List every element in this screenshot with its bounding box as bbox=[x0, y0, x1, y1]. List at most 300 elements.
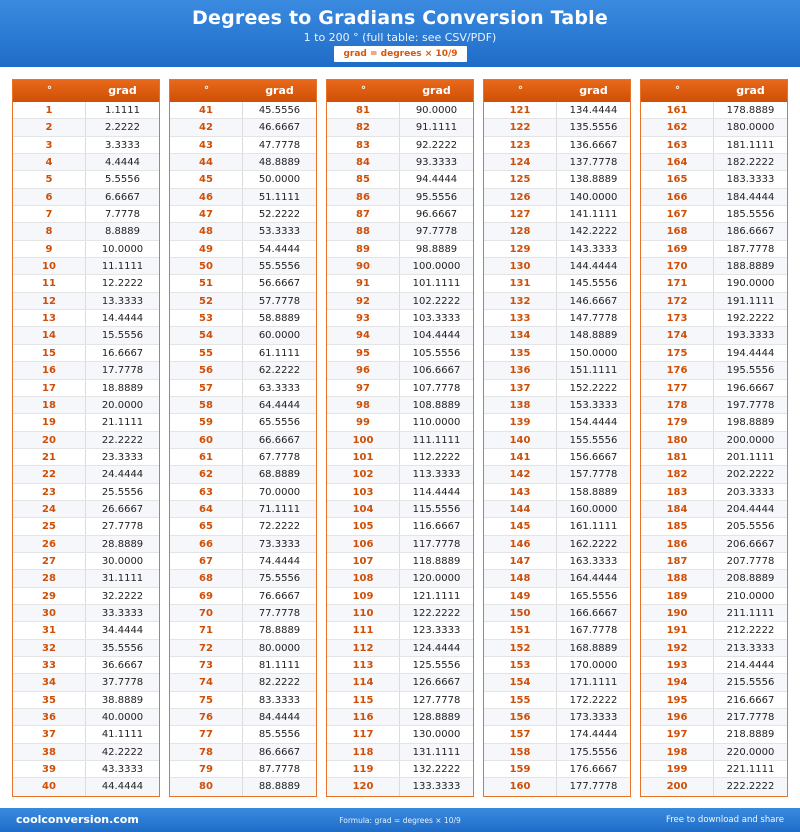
degree-cell: 23 bbox=[13, 484, 86, 500]
table-row bbox=[484, 119, 630, 136]
degree-cell: 111 bbox=[327, 622, 400, 638]
table-row bbox=[484, 726, 630, 743]
grad-cell: 140.0000 bbox=[569, 191, 618, 203]
grad-column-header: grad bbox=[265, 84, 294, 97]
degree-cell: 11 bbox=[13, 275, 86, 291]
table-row bbox=[327, 310, 473, 327]
degree-cell: 124 bbox=[484, 154, 557, 170]
grad-cell: 187.7778 bbox=[726, 243, 775, 255]
degree-column-header: ° bbox=[47, 85, 52, 96]
grad-cell: 26.6667 bbox=[101, 503, 144, 515]
degree-cell: 72 bbox=[170, 640, 243, 656]
table-row bbox=[13, 380, 159, 397]
grad-cell: 22.2222 bbox=[101, 434, 144, 446]
degree-cell: 170 bbox=[641, 258, 714, 274]
grad-cell: 195.5556 bbox=[726, 365, 775, 377]
degree-cell: 29 bbox=[13, 588, 86, 604]
table-row bbox=[484, 380, 630, 397]
table-row bbox=[170, 484, 316, 501]
grad-cell: 186.6667 bbox=[726, 226, 775, 238]
degree-cell: 113 bbox=[327, 657, 400, 673]
table-row bbox=[484, 466, 630, 483]
table-row bbox=[13, 570, 159, 587]
table-row bbox=[484, 553, 630, 570]
table-row bbox=[13, 189, 159, 206]
table-row bbox=[641, 293, 787, 310]
grad-cell: 45.5556 bbox=[258, 105, 301, 116]
table-body bbox=[641, 102, 787, 796]
grad-cell: 205.5556 bbox=[726, 521, 775, 533]
grad-cell: 176.6667 bbox=[569, 764, 618, 776]
table-row bbox=[484, 761, 630, 778]
degree-cell: 68 bbox=[170, 570, 243, 586]
table-row bbox=[327, 709, 473, 726]
table-row bbox=[13, 657, 159, 674]
grad-cell: 201.1111 bbox=[726, 451, 775, 463]
degree-cell: 173 bbox=[641, 310, 714, 326]
degree-cell: 39 bbox=[13, 761, 86, 777]
grad-cell: 27.7778 bbox=[101, 521, 144, 533]
grad-cell: 114.4444 bbox=[412, 486, 461, 498]
table-body bbox=[484, 102, 630, 796]
grad-cell: 103.3333 bbox=[412, 313, 461, 325]
degree-cell: 59 bbox=[170, 414, 243, 430]
formula-badge: grad = degrees × 10/9 bbox=[334, 46, 467, 62]
table-row bbox=[327, 726, 473, 743]
degree-cell: 85 bbox=[327, 171, 400, 187]
degree-cell: 67 bbox=[170, 553, 243, 569]
degree-cell: 166 bbox=[641, 189, 714, 205]
degree-cell: 8 bbox=[13, 223, 86, 239]
table-row bbox=[327, 640, 473, 657]
grad-cell: 212.2222 bbox=[726, 625, 775, 637]
table-row bbox=[484, 293, 630, 310]
degree-cell: 195 bbox=[641, 692, 714, 708]
degree-cell: 131 bbox=[484, 275, 557, 291]
degree-cell: 132 bbox=[484, 293, 557, 309]
grad-cell: 57.7778 bbox=[258, 295, 301, 307]
table-row bbox=[641, 345, 787, 362]
table-row bbox=[641, 258, 787, 275]
table-row bbox=[170, 518, 316, 535]
grad-cell: 92.2222 bbox=[415, 139, 458, 151]
degree-cell: 153 bbox=[484, 657, 557, 673]
degree-cell: 51 bbox=[170, 275, 243, 291]
degree-cell: 115 bbox=[327, 692, 400, 708]
degree-cell: 98 bbox=[327, 397, 400, 413]
table-row bbox=[170, 726, 316, 743]
grad-cell: 126.6667 bbox=[412, 677, 461, 689]
grad-cell: 4.4444 bbox=[105, 157, 140, 169]
table-row bbox=[170, 397, 316, 414]
grad-cell: 145.5556 bbox=[569, 278, 618, 290]
grad-cell: 64.4444 bbox=[258, 399, 301, 411]
degree-cell: 143 bbox=[484, 484, 557, 500]
table-row bbox=[641, 327, 787, 344]
grad-cell: 15.5556 bbox=[101, 330, 144, 342]
grad-cell: 50.0000 bbox=[258, 174, 301, 186]
table-row bbox=[484, 709, 630, 726]
table-row bbox=[13, 223, 159, 240]
degree-cell: 16 bbox=[13, 362, 86, 378]
table-row bbox=[13, 536, 159, 553]
grad-cell: 60.0000 bbox=[258, 330, 301, 342]
grad-cell: 166.6667 bbox=[569, 607, 618, 619]
grad-cell: 36.6667 bbox=[101, 660, 144, 671]
table-row bbox=[13, 501, 159, 518]
table-row bbox=[327, 466, 473, 483]
grad-cell: 117.7778 bbox=[412, 538, 461, 550]
degree-cell: 13 bbox=[13, 310, 86, 326]
table-row bbox=[327, 258, 473, 275]
grad-cell: 198.8889 bbox=[726, 417, 775, 429]
table-row bbox=[170, 605, 316, 622]
degree-cell: 96 bbox=[327, 362, 400, 378]
table-row bbox=[170, 744, 316, 761]
grad-cell: 13.3333 bbox=[101, 295, 144, 307]
table-row bbox=[13, 605, 159, 622]
degree-cell: 142 bbox=[484, 466, 557, 482]
degree-cell: 148 bbox=[484, 570, 557, 586]
grad-cell: 61.1111 bbox=[258, 347, 301, 359]
degree-column-header: ° bbox=[675, 85, 680, 96]
table-row bbox=[13, 622, 159, 639]
table-row bbox=[484, 588, 630, 605]
grad-cell: 143.3333 bbox=[569, 243, 618, 255]
table-row bbox=[327, 536, 473, 553]
table-row bbox=[327, 137, 473, 154]
grad-cell: 163.3333 bbox=[569, 555, 618, 567]
table-row bbox=[170, 310, 316, 327]
grad-cell: 197.7778 bbox=[726, 399, 775, 411]
degree-cell: 193 bbox=[641, 657, 714, 673]
table-row bbox=[13, 275, 159, 292]
grad-cell: 54.4444 bbox=[258, 243, 301, 255]
grad-cell: 73.3333 bbox=[258, 538, 301, 550]
degree-cell: 129 bbox=[484, 241, 557, 257]
grad-cell: 62.2222 bbox=[258, 365, 301, 377]
grad-cell: 178.8889 bbox=[726, 105, 775, 116]
grad-cell: 190.0000 bbox=[726, 278, 775, 290]
table-body bbox=[170, 102, 316, 796]
table-row bbox=[641, 380, 787, 397]
grad-cell: 107.7778 bbox=[412, 382, 461, 394]
degree-cell: 186 bbox=[641, 536, 714, 552]
degree-cell: 97 bbox=[327, 380, 400, 396]
grad-cell: 35.5556 bbox=[101, 642, 144, 654]
grad-cell: 222.2222 bbox=[726, 781, 775, 793]
degree-cell: 116 bbox=[327, 709, 400, 725]
table-row bbox=[13, 466, 159, 483]
degree-cell: 43 bbox=[170, 137, 243, 153]
degree-cell: 110 bbox=[327, 605, 400, 621]
grad-cell: 93.3333 bbox=[415, 157, 458, 169]
grad-cell: 86.6667 bbox=[258, 746, 301, 758]
table-row bbox=[13, 674, 159, 691]
degree-cell: 12 bbox=[13, 293, 86, 309]
degree-cell: 40 bbox=[13, 778, 86, 795]
grad-cell: 173.3333 bbox=[569, 712, 618, 724]
grad-cell: 115.5556 bbox=[412, 503, 461, 515]
degree-cell: 118 bbox=[327, 744, 400, 760]
grad-cell: 130.0000 bbox=[412, 729, 461, 741]
table-row bbox=[170, 119, 316, 136]
table-row bbox=[13, 778, 159, 795]
grad-cell: 85.5556 bbox=[258, 729, 301, 741]
grad-cell: 147.7778 bbox=[569, 313, 618, 325]
table-row bbox=[13, 588, 159, 605]
grad-cell: 141.1111 bbox=[569, 209, 618, 221]
grad-cell: 46.6667 bbox=[258, 122, 301, 134]
grad-cell: 165.5556 bbox=[569, 590, 618, 602]
grad-cell: 146.6667 bbox=[569, 295, 618, 307]
degree-cell: 41 bbox=[170, 102, 243, 118]
grad-cell: 113.3333 bbox=[412, 469, 461, 481]
grad-cell: 193.3333 bbox=[726, 330, 775, 342]
table-row bbox=[641, 275, 787, 292]
degree-cell: 69 bbox=[170, 588, 243, 604]
degree-cell: 1 bbox=[13, 102, 86, 118]
degree-cell: 114 bbox=[327, 674, 400, 690]
table-header bbox=[13, 80, 159, 102]
grad-cell: 215.5556 bbox=[726, 677, 775, 689]
table-row bbox=[170, 414, 316, 431]
table-row bbox=[13, 206, 159, 223]
table-row bbox=[170, 258, 316, 275]
grad-cell: 52.2222 bbox=[258, 209, 301, 221]
table-header bbox=[327, 80, 473, 102]
grad-cell: 94.4444 bbox=[415, 174, 458, 186]
degree-cell: 24 bbox=[13, 501, 86, 517]
table-row bbox=[484, 657, 630, 674]
grad-cell: 156.6667 bbox=[569, 451, 618, 463]
footer-formula: Formula: grad = degrees × 10/9 bbox=[339, 816, 461, 825]
table-row bbox=[327, 518, 473, 535]
table-row bbox=[327, 501, 473, 518]
table-row bbox=[641, 102, 787, 119]
grad-cell: 148.8889 bbox=[569, 330, 618, 342]
degree-cell: 74 bbox=[170, 674, 243, 690]
table-row bbox=[641, 726, 787, 743]
grad-cell: 177.7778 bbox=[569, 781, 618, 793]
degree-cell: 144 bbox=[484, 501, 557, 517]
degree-cell: 4 bbox=[13, 154, 86, 170]
degree-cell: 42 bbox=[170, 119, 243, 135]
table-row bbox=[484, 744, 630, 761]
grad-cell: 97.7778 bbox=[415, 226, 458, 238]
grad-cell: 110.0000 bbox=[412, 417, 461, 429]
table-row bbox=[484, 206, 630, 223]
grad-cell: 185.5556 bbox=[726, 209, 775, 221]
degree-cell: 14 bbox=[13, 327, 86, 343]
degree-cell: 5 bbox=[13, 171, 86, 187]
table-row bbox=[170, 449, 316, 466]
degree-cell: 62 bbox=[170, 466, 243, 482]
grad-cell: 180.0000 bbox=[726, 122, 775, 134]
grad-cell: 188.8889 bbox=[726, 261, 775, 273]
table-row bbox=[484, 518, 630, 535]
degree-cell: 65 bbox=[170, 518, 243, 534]
table-row bbox=[13, 414, 159, 431]
degree-cell: 33 bbox=[13, 657, 86, 673]
degree-cell: 139 bbox=[484, 414, 557, 430]
grad-cell: 80.0000 bbox=[258, 642, 301, 654]
table-row bbox=[13, 137, 159, 154]
table-row bbox=[13, 692, 159, 709]
degree-cell: 156 bbox=[484, 709, 557, 725]
degree-cell: 180 bbox=[641, 432, 714, 448]
degree-cell: 37 bbox=[13, 726, 86, 742]
degree-cell: 64 bbox=[170, 501, 243, 517]
table-row bbox=[170, 674, 316, 691]
grad-cell: 58.8889 bbox=[258, 313, 301, 325]
table-row bbox=[170, 171, 316, 188]
footer-share-note: Free to download and share bbox=[665, 815, 784, 825]
grad-cell: 2.2222 bbox=[105, 122, 140, 134]
table-row bbox=[484, 154, 630, 171]
degree-cell: 15 bbox=[13, 345, 86, 361]
grad-cell: 42.2222 bbox=[101, 746, 144, 758]
table-row bbox=[170, 293, 316, 310]
table-row bbox=[641, 640, 787, 657]
grad-cell: 120.0000 bbox=[412, 573, 461, 585]
table-row bbox=[641, 674, 787, 691]
degree-cell: 36 bbox=[13, 709, 86, 725]
table-row bbox=[484, 345, 630, 362]
grad-cell: 124.4444 bbox=[412, 642, 461, 654]
table-row bbox=[170, 570, 316, 587]
degree-cell: 178 bbox=[641, 397, 714, 413]
grad-cell: 67.7778 bbox=[258, 451, 301, 463]
grad-cell: 168.8889 bbox=[569, 642, 618, 654]
degree-cell: 128 bbox=[484, 223, 557, 239]
grad-cell: 30.0000 bbox=[101, 555, 144, 567]
table-row bbox=[641, 501, 787, 518]
grad-cell: 164.4444 bbox=[569, 573, 618, 585]
grad-cell: 203.3333 bbox=[726, 486, 775, 498]
table-row bbox=[641, 432, 787, 449]
degree-cell: 133 bbox=[484, 310, 557, 326]
grad-cell: 43.3333 bbox=[101, 764, 144, 776]
table-row bbox=[170, 206, 316, 223]
degree-cell: 120 bbox=[327, 778, 400, 795]
grad-cell: 68.8889 bbox=[258, 469, 301, 481]
degree-cell: 191 bbox=[641, 622, 714, 638]
degree-cell: 127 bbox=[484, 206, 557, 222]
footer-brand[interactable]: coolconversion.com bbox=[16, 813, 139, 826]
degree-cell: 22 bbox=[13, 466, 86, 482]
grad-cell: 90.0000 bbox=[415, 105, 458, 116]
degree-cell: 108 bbox=[327, 570, 400, 586]
grad-cell: 32.2222 bbox=[101, 590, 144, 602]
table-row bbox=[13, 362, 159, 379]
degree-cell: 107 bbox=[327, 553, 400, 569]
degree-cell: 140 bbox=[484, 432, 557, 448]
table-row bbox=[641, 241, 787, 258]
grad-cell: 44.4444 bbox=[101, 781, 144, 793]
grad-cell: 158.8889 bbox=[569, 486, 618, 498]
table-row bbox=[170, 640, 316, 657]
degree-cell: 152 bbox=[484, 640, 557, 656]
degree-cell: 160 bbox=[484, 778, 557, 795]
grad-cell: 157.7778 bbox=[569, 469, 618, 481]
grad-cell: 10.0000 bbox=[101, 243, 144, 255]
table-row bbox=[641, 223, 787, 240]
degree-cell: 2 bbox=[13, 119, 86, 135]
table-row bbox=[327, 293, 473, 310]
grad-cell: 116.6667 bbox=[412, 521, 461, 533]
grad-cell: 206.6667 bbox=[726, 538, 775, 550]
table-row bbox=[13, 258, 159, 275]
table-row bbox=[484, 137, 630, 154]
degree-cell: 200 bbox=[641, 778, 714, 795]
table-header bbox=[484, 80, 630, 102]
grad-cell: 83.3333 bbox=[258, 694, 301, 706]
degree-cell: 167 bbox=[641, 206, 714, 222]
table-row bbox=[170, 154, 316, 171]
degree-cell: 91 bbox=[327, 275, 400, 291]
degree-cell: 188 bbox=[641, 570, 714, 586]
degree-cell: 168 bbox=[641, 223, 714, 239]
grad-cell: 38.8889 bbox=[101, 694, 144, 706]
degree-cell: 121 bbox=[484, 102, 557, 118]
degree-cell: 6 bbox=[13, 189, 86, 205]
grad-cell: 172.2222 bbox=[569, 694, 618, 706]
table-row bbox=[170, 761, 316, 778]
degree-cell: 73 bbox=[170, 657, 243, 673]
table-row bbox=[484, 570, 630, 587]
degree-cell: 71 bbox=[170, 622, 243, 638]
grad-cell: 33.3333 bbox=[101, 607, 144, 619]
grad-cell: 41.1111 bbox=[101, 729, 144, 741]
degree-cell: 76 bbox=[170, 709, 243, 725]
table-row bbox=[641, 154, 787, 171]
table-row bbox=[170, 466, 316, 483]
table-row bbox=[641, 692, 787, 709]
degree-cell: 192 bbox=[641, 640, 714, 656]
degree-cell: 45 bbox=[170, 171, 243, 187]
table-row bbox=[170, 102, 316, 119]
table-row bbox=[327, 778, 473, 795]
grad-cell: 65.5556 bbox=[258, 417, 301, 429]
degree-cell: 171 bbox=[641, 275, 714, 291]
degree-cell: 80 bbox=[170, 778, 243, 795]
grad-cell: 104.4444 bbox=[412, 330, 461, 342]
grad-cell: 82.2222 bbox=[258, 677, 301, 689]
table-body bbox=[327, 102, 473, 796]
table-row bbox=[484, 223, 630, 240]
degree-cell: 56 bbox=[170, 362, 243, 378]
degree-cell: 10 bbox=[13, 258, 86, 274]
table-row bbox=[641, 761, 787, 778]
degree-cell: 30 bbox=[13, 605, 86, 621]
degree-cell: 162 bbox=[641, 119, 714, 135]
grad-cell: 7.7778 bbox=[105, 209, 140, 221]
grad-cell: 12.2222 bbox=[101, 278, 144, 290]
table-row bbox=[13, 449, 159, 466]
degree-cell: 138 bbox=[484, 397, 557, 413]
table-row bbox=[327, 223, 473, 240]
grad-cell: 74.4444 bbox=[258, 555, 301, 567]
degree-cell: 35 bbox=[13, 692, 86, 708]
grad-column-header: grad bbox=[579, 84, 608, 97]
grad-cell: 181.1111 bbox=[726, 139, 775, 151]
table-row bbox=[484, 171, 630, 188]
table-row bbox=[170, 275, 316, 292]
table-row bbox=[641, 518, 787, 535]
grad-cell: 204.4444 bbox=[726, 503, 775, 515]
table-row bbox=[327, 657, 473, 674]
